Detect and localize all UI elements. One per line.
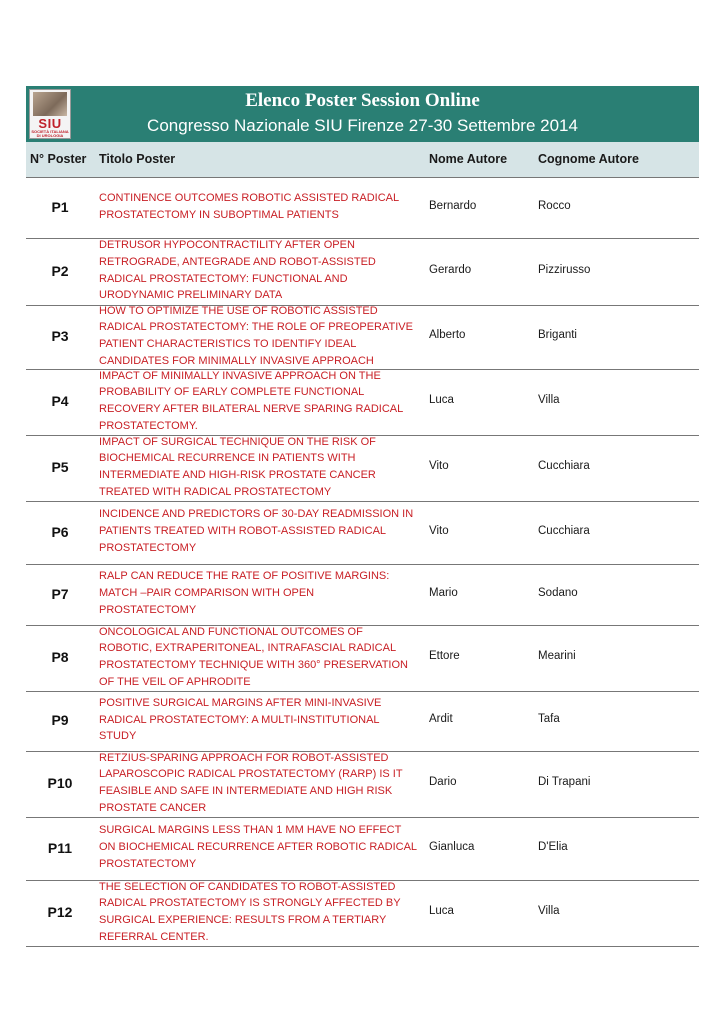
poster-title-line: REFERRAL CENTER. bbox=[99, 930, 209, 943]
author-last-name: Briganti bbox=[538, 329, 577, 341]
author-first-name: Ardit bbox=[429, 713, 453, 725]
poster-title bbox=[99, 190, 419, 223]
poster-title bbox=[99, 822, 419, 872]
poster-number: P7 bbox=[51, 585, 69, 602]
poster-number: P4 bbox=[51, 393, 69, 409]
table-row bbox=[26, 817, 699, 880]
poster-number: P12 bbox=[47, 904, 73, 920]
document-header bbox=[26, 86, 699, 142]
author-first-name: Bernardo bbox=[429, 199, 477, 212]
author-first-name: Luca bbox=[429, 394, 454, 406]
author-last-name: D'Elia bbox=[538, 840, 568, 853]
poster-title-line: IMPACT OF MINIMALLY INVASIVE APPROACH ON THE bbox=[99, 369, 381, 382]
poster-number: P5 bbox=[51, 459, 69, 475]
poster-title-line: SURGICAL MARGINS LESS THAN 1 MM HAVE NO EFFECT bbox=[99, 824, 402, 837]
poster-number: P11 bbox=[47, 839, 73, 856]
poster-title-line: DETRUSOR HYPOCONTRACTILITY AFTER OPEN bbox=[99, 239, 355, 252]
poster-title bbox=[99, 750, 419, 817]
poster-title-line: ON BIOCHEMICAL RECURRENCE AFTER ROBOTIC RADICAL bbox=[99, 841, 418, 854]
author-first-name: Alberto bbox=[429, 329, 466, 341]
poster-number: P10 bbox=[47, 775, 73, 791]
author-first-name: Mario bbox=[429, 586, 458, 599]
author-last-name: Cucchiara bbox=[538, 524, 590, 537]
logo-text: SIU bbox=[38, 116, 62, 131]
author-last-name: Rocco bbox=[538, 199, 571, 212]
poster-title-line: PATIENTS TREATED WITH ROBOT-ASSISTED RADICAL bbox=[99, 525, 387, 538]
table-row bbox=[26, 177, 699, 238]
poster-title bbox=[99, 879, 419, 946]
table-row bbox=[26, 435, 699, 501]
table-row bbox=[26, 880, 699, 946]
poster-title bbox=[99, 624, 419, 691]
column-header-first-name: Nome Autore bbox=[429, 152, 508, 166]
poster-title-line: RALP CAN REDUCE THE RATE OF POSITIVE MARGINS: bbox=[99, 570, 390, 583]
poster-title-line: FEASIBLE AND SAFE IN INTERMEDIATE AND HIGH RISK bbox=[99, 785, 393, 798]
author-first-name: Luca bbox=[429, 905, 454, 917]
poster-title bbox=[99, 695, 419, 745]
table-row bbox=[26, 238, 699, 305]
poster-title-line: RADICAL PROSTATECTOMY IS STRONGLY AFFECTED BY bbox=[99, 897, 401, 910]
column-header-number: N° Poster bbox=[30, 152, 87, 166]
page-subtitle: Congresso Nazionale SIU Firenze 27-30 Settembre 2014 bbox=[147, 116, 578, 135]
poster-title-line: PROSTATECTOMY bbox=[99, 603, 197, 616]
poster-title-line: PROSTATECTOMY TECHNIQUE WITH 360° PRESERVATION bbox=[99, 659, 408, 672]
poster-title-line: URODYNAMIC PRELIMINARY DATA bbox=[99, 289, 283, 302]
column-header-title: Titolo Poster bbox=[99, 152, 176, 166]
poster-title-line: POSITIVE SURGICAL MARGINS AFTER MINI-INVASIVE bbox=[99, 696, 382, 709]
poster-title bbox=[99, 368, 419, 435]
poster-title-line: RADICAL PROSTATECTOMY: A MULTI-INSTITUTIONAL bbox=[99, 713, 380, 726]
poster-title-line: RADICAL PROSTATECTOMY: FUNCTIONAL AND bbox=[99, 272, 348, 285]
author-first-name: Vito bbox=[429, 524, 449, 537]
poster-title bbox=[99, 568, 419, 618]
poster-title-line: ROBOTIC, EXTRAPERITONEAL, INTRAFASCIAL RADICAL bbox=[99, 642, 397, 655]
poster-title-line: INCIDENCE AND PREDICTORS OF 30-DAY READMISSION IN bbox=[99, 508, 414, 521]
table-header bbox=[26, 142, 699, 177]
poster-title-line: SURGICAL EXPERIENCE: RESULTS FROM A TERTIARY bbox=[99, 914, 387, 927]
logo-subtext: SOCIETÀ ITALIANA DI UROLOGIA bbox=[31, 129, 69, 138]
author-last-name: Villa bbox=[538, 905, 560, 917]
table-row bbox=[26, 369, 699, 435]
poster-title-line: PROSTATECTOMY bbox=[99, 857, 197, 870]
poster-number: P2 bbox=[51, 262, 69, 279]
table-row bbox=[26, 691, 699, 751]
poster-title-line: RECOVERY AFTER BILATERAL NERVE SPARING RADICAL bbox=[99, 403, 404, 416]
poster-title-line: PROSTATECTOMY. bbox=[99, 419, 198, 432]
column-header-last-name: Cognome Autore bbox=[538, 152, 639, 166]
poster-title bbox=[99, 303, 419, 370]
author-last-name: Tafa bbox=[538, 713, 560, 725]
row-divider bbox=[26, 177, 699, 178]
table-row bbox=[26, 305, 699, 369]
table-row bbox=[26, 751, 699, 817]
poster-title-line: RETROGRADE, ANTEGRADE AND ROBOT-ASSISTED bbox=[99, 255, 376, 268]
author-last-name: Di Trapani bbox=[538, 776, 591, 788]
poster-title-line: MATCH –PAIR COMPARISON WITH OPEN bbox=[99, 587, 315, 600]
poster-title-line: CONTINENCE OUTCOMES ROBOTIC ASSISTED RADICAL bbox=[99, 191, 400, 204]
author-first-name: Vito bbox=[429, 460, 449, 472]
poster-number: P1 bbox=[51, 198, 69, 215]
author-first-name: Dario bbox=[429, 776, 457, 788]
poster-title bbox=[99, 237, 419, 304]
poster-number: P6 bbox=[51, 523, 69, 540]
poster-title-line: PATIENT CHARACTERISTICS TO IDENTIFY IDEAL bbox=[99, 338, 357, 351]
poster-title-line: HOW TO OPTIMIZE THE USE OF ROBOTIC ASSISTED bbox=[99, 304, 378, 317]
page-title: Elenco Poster Session Online bbox=[245, 90, 480, 111]
poster-title-line: LAPAROSCOPIC RADICAL PROSTATECTOMY (RARP) IS IT bbox=[99, 768, 403, 781]
author-last-name: Villa bbox=[538, 394, 560, 406]
poster-title-line: CANDIDATES FOR MINIMALLY INVASIVE APPROACH bbox=[99, 354, 374, 367]
table-row bbox=[26, 501, 699, 564]
poster-title-line: PROSTATECTOMY IN SUBOPTIMAL PATIENTS bbox=[99, 208, 339, 221]
poster-title-line: PROBABILITY OF EARLY COMPLETE FUNCTIONAL bbox=[99, 386, 365, 399]
poster-title-line: RETZIUS-SPARING APPROACH FOR ROBOT-ASSISTED bbox=[99, 751, 389, 764]
poster-title-line: BIOCHEMICAL RECURRENCE IN PATIENTS WITH bbox=[99, 452, 356, 465]
poster-title-line: THE SELECTION OF CANDIDATES TO ROBOT-ASSISTED bbox=[99, 880, 396, 893]
table-row bbox=[26, 625, 699, 691]
poster-number: P9 bbox=[51, 712, 69, 728]
poster-title-line: PROSTATE CANCER bbox=[99, 801, 207, 814]
author-first-name: Gianluca bbox=[429, 840, 475, 853]
table-row bbox=[26, 564, 699, 625]
poster-title-line: OF THE VEIL OF APHRODITE bbox=[99, 675, 251, 688]
poster-title-line: STUDY bbox=[99, 730, 137, 743]
poster-title bbox=[99, 506, 419, 556]
author-last-name: Mearini bbox=[538, 650, 576, 662]
row-divider bbox=[26, 946, 699, 947]
poster-title-line: RADICAL PROSTATECTOMY: THE ROLE OF PREOPERATIVE bbox=[99, 321, 413, 334]
poster-title-line: INTERMEDIATE AND HIGH-RISK PROSTATE CANCER bbox=[99, 469, 376, 482]
poster-title-line: PROSTATECTOMY bbox=[99, 541, 197, 554]
poster-title-line: IMPACT OF SURGICAL TECHNIQUE ON THE RISK OF bbox=[99, 435, 376, 448]
poster-title-line: ONCOLOGICAL AND FUNCTIONAL OUTCOMES OF bbox=[99, 625, 363, 638]
poster-title-line: TREATED WITH RADICAL PROSTATECTOMY bbox=[99, 485, 332, 498]
author-last-name: Sodano bbox=[538, 586, 578, 599]
poster-number: P8 bbox=[51, 649, 69, 665]
author-last-name: Cucchiara bbox=[538, 460, 590, 472]
author-first-name: Gerardo bbox=[429, 263, 472, 276]
poster-number: P3 bbox=[51, 328, 69, 344]
author-last-name: Pizzirusso bbox=[538, 263, 591, 276]
poster-title bbox=[99, 434, 419, 501]
author-first-name: Ettore bbox=[429, 650, 460, 662]
